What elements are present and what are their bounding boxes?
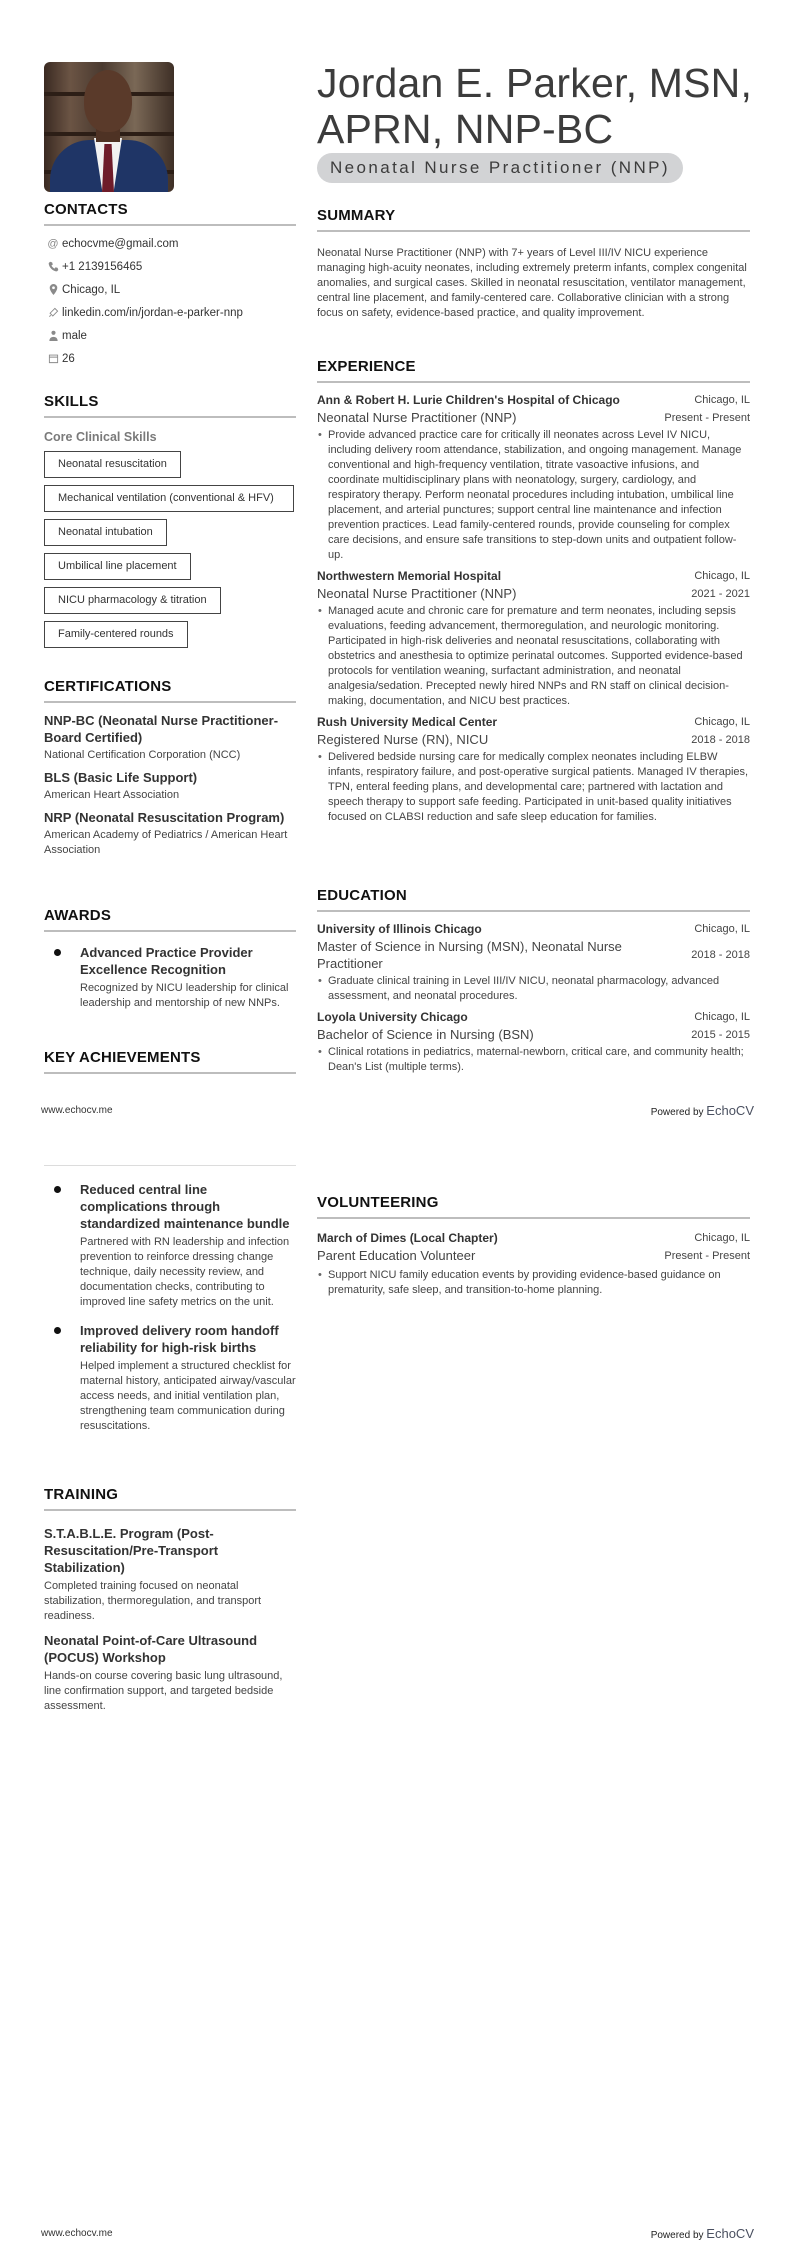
section-heading: KEY ACHIEVEMENTS [44, 1049, 201, 1066]
education-description: • Graduate clinical training in Level III/IV NICU, neonatal pharmacology, advanced assessment, and neonatal procedures. [317, 974, 750, 1004]
powered-by[interactable] [651, 1103, 754, 1118]
volunteering-section [317, 1194, 750, 1298]
divider [317, 230, 750, 232]
education-dates: 2015 - 2015 [691, 1028, 750, 1041]
degree: Master of Science in Nursing (MSN), Neonatal Nurse Practitioner [317, 939, 622, 971]
skill-tag: Umbilical line placement [44, 553, 191, 580]
contact-gender [44, 324, 296, 347]
section-heading: AWARDS [44, 907, 112, 924]
achievement-title: Reduced central line complications through standardized maintenance bundle [80, 1182, 290, 1231]
divider [44, 701, 296, 703]
contact-phone[interactable] [44, 255, 296, 278]
section-heading: EDUCATION [317, 887, 407, 904]
experience-entry [317, 393, 750, 563]
at-icon: @ [47, 237, 59, 250]
key-achievements-continued [44, 1181, 296, 1434]
contact-text: male [62, 329, 87, 342]
job-description: • Provide advanced practice care for critically ill neonates across Level IV NICU, including delivery room attendance, stabilization, and ongoing management. Manage conventional and high-frequency ventilation, titrate vasoactive infusions, and coordinate multidisciplinary plans with neonatology, surgery, cardiology, and respiratory therapy. Perform neonatal procedures including intubation, umbilical line placement, and arterial punctures; support central line maintenance and infection prevention practices. Lead family-centered rounds, provide counseling for complex care decisions, and ensure safe transitions to step-down units and outpatient follow-up. [317, 428, 750, 563]
employer-name: Rush University Medical Center [317, 715, 498, 729]
section-heading: VOLUNTEERING [317, 1194, 439, 1211]
person-icon [44, 330, 62, 341]
organization-name: March of Dimes (Local Chapter) [317, 1231, 498, 1245]
education-section [317, 887, 750, 1075]
award-description: Recognized by NICU leadership for clinical leadership and mentorship of new NNPs. [80, 982, 289, 1009]
divider [317, 1217, 750, 1219]
calendar-icon [44, 353, 62, 364]
award-title: Advanced Practice Provider Excellence Recognition [80, 945, 253, 977]
skill-tag: Neonatal resuscitation [44, 451, 181, 478]
volunteering-entry [317, 1231, 750, 1298]
achievement-item [44, 1322, 296, 1434]
bullet-icon [54, 1327, 61, 1334]
employer-name: Ann & Robert H. Lurie Children's Hospital of Chicago [317, 393, 620, 407]
skill-tag: Neonatal intubation [44, 519, 167, 546]
certification-title: NNP-BC (Neonatal Nurse Practitioner-Board Certified) [44, 713, 279, 745]
achievement-item [44, 1181, 296, 1310]
contact-location [44, 278, 296, 301]
job-description: • Managed acute and chronic care for premature and term neonates, including sepsis evaluations, feeding advancement, thermoregulation, and neurologic monitoring. Participated in high-risk deliveries and neonatal resuscitations, collaborating with obstetrics and anesthesia to optimize perinatal outcomes. Supported evidence-based protocols for ventilation weaning, surfactant administration, and neonatal analgesia/sedation. Precepted newly hired NNPs and RN staff on clinical decision-making, documentation, and NICU best practices. [317, 604, 750, 709]
summary-text: Neonatal Nurse Practitioner (NNP) with 7+ years of Level III/IV NICU experience managing high-acuity neonates, including extremely preterm infants, complex congenital anomalies, and surgical cases. Skilled in neonatal resuscitation, ventilator management, central line placement, and family-centered care. Collaborative clinician with a strong focus on safety, evidence-based practice, and quality improvement. [317, 247, 747, 319]
divider [44, 1072, 296, 1074]
section-heading: SUMMARY [317, 207, 396, 224]
bullet-icon [54, 1186, 61, 1193]
divider [44, 416, 296, 418]
school-name: University of Illinois Chicago [317, 922, 482, 936]
certification-issuer: American Academy of Pediatrics / American Heart Association [44, 829, 288, 856]
education-dates: 2018 - 2018 [691, 949, 750, 961]
training-description: Hands-on course covering basic lung ultrasound, line confirmation support, and targeted bedside assessment. [44, 1670, 283, 1712]
training-section [44, 1486, 296, 1714]
volunteer-description: • Support NICU family education events by providing evidence-based guidance on prematurity, safe sleep, and transition-to-home planning. [317, 1268, 750, 1298]
brand-name: EchoCV [706, 2226, 754, 2241]
certification-title: NRP (Neonatal Resuscitation Program) [44, 810, 285, 825]
job-title-badge: Neonatal Nurse Practitioner (NNP) [317, 153, 683, 183]
key-achievements-section [44, 1049, 296, 1074]
education-description: • Clinical rotations in pediatrics, maternal-newborn, critical care, and community health; Dean's List (multiple terms). [317, 1045, 750, 1075]
achievement-description: Helped implement a structured checklist for maternal history, anticipated airway/vascular access needs, and initial ventilation plan, strengthening team communication during resuscitations. [80, 1360, 296, 1432]
skill-tag: Family-centered rounds [44, 621, 188, 648]
employer-location: Chicago, IL [694, 394, 750, 406]
degree: Bachelor of Science in Nursing (BSN) [317, 1027, 534, 1042]
school-location: Chicago, IL [694, 923, 750, 935]
location-pin-icon [44, 284, 62, 295]
divider [44, 930, 296, 932]
section-heading: TRAINING [44, 1486, 119, 1503]
contact-text: 26 [62, 352, 75, 365]
employer-name: Northwestern Memorial Hospital [317, 569, 502, 583]
contact-text: Chicago, IL [62, 283, 121, 296]
training-title: Neonatal Point-of-Care Ultrasound (POCUS) Workshop [44, 1633, 258, 1665]
contact-text: echocvme@gmail.com [62, 237, 179, 250]
skill-tag: NICU pharmacology & titration [44, 587, 221, 614]
certification-issuer: American Heart Association [44, 789, 180, 801]
job-dates: 2018 - 2018 [691, 733, 750, 746]
award-item [44, 944, 296, 1011]
job-dates: 2021 - 2021 [691, 587, 750, 600]
contact-age [44, 347, 296, 370]
volunteer-role: Parent Education Volunteer [317, 1248, 476, 1263]
powered-by-label: Powered by [650, 1107, 704, 1118]
school-name: Loyola University Chicago [317, 1010, 468, 1024]
powered-by-label: Powered by [650, 2230, 704, 2241]
employer-location: Chicago, IL [694, 716, 750, 728]
candidate-name: Jordan E. Parker, MSN, APRN, NNP-BC [317, 60, 753, 152]
organization-location: Chicago, IL [694, 1232, 750, 1244]
skill-group-title: Core Clinical Skills [44, 430, 157, 444]
website-link[interactable]: www.echocv.me [41, 1105, 113, 1116]
school-location: Chicago, IL [694, 1011, 750, 1023]
experience-section [317, 358, 750, 825]
certifications-section [44, 678, 296, 858]
divider [317, 381, 750, 383]
section-heading: CONTACTS [44, 201, 128, 218]
profile-photo [44, 62, 174, 192]
job-role: Registered Nurse (RN), NICU [317, 732, 489, 747]
experience-entry [317, 569, 750, 709]
phone-icon [44, 261, 62, 272]
section-heading: SKILLS [44, 393, 99, 410]
section-heading: EXPERIENCE [317, 358, 416, 375]
summary-section [317, 207, 750, 321]
divider [44, 224, 296, 226]
skill-tag: Mechanical ventilation (conventional & HFV) [44, 485, 294, 512]
contacts-section [44, 201, 296, 370]
divider [44, 1165, 296, 1166]
brand-name: EchoCV [706, 1103, 754, 1118]
training-description: Completed training focused on neonatal stabilization, thermoregulation, and transport readiness. [44, 1580, 262, 1622]
powered-by[interactable] [651, 2226, 754, 2241]
volunteer-dates: Present - Present [664, 1249, 750, 1262]
employer-location: Chicago, IL [694, 570, 750, 582]
job-role: Neonatal Nurse Practitioner (NNP) [317, 410, 517, 425]
skills-section [44, 393, 296, 648]
achievement-description: Partnered with RN leadership and infection prevention to reinforce dressing change technique, daily necessity review, and documentation checks, contributing to improved line safety metrics on the unit. [80, 1236, 290, 1308]
awards-section [44, 907, 296, 1011]
education-entry [317, 1010, 750, 1075]
job-dates: Present - Present [664, 411, 750, 424]
education-entry [317, 922, 750, 1004]
link-icon [44, 307, 62, 318]
achievement-title: Improved delivery room handoff reliability for high-risk births [80, 1323, 279, 1355]
job-description: • Delivered bedside nursing care for medically complex neonates including ELBW infants, respiratory failure, and post-operative surgical patients. Managed IV therapies, TPN, enteral feeding plans, and developmental care; partnered with lactation and speech therapy to support safe feeding. Participated in unit-based quality initiatives focused on CLABSI reduction and safe sleep education for families. [317, 750, 750, 825]
section-heading: CERTIFICATIONS [44, 678, 172, 695]
divider [317, 910, 750, 912]
certification-issuer: National Certification Corporation (NCC) [44, 749, 241, 761]
contact-text: +1 2139156465 [62, 260, 143, 273]
contact-text: linkedin.com/in/jordan-e-parker-nnp [62, 306, 243, 319]
website-link[interactable]: www.echocv.me [41, 2228, 113, 2239]
certification-title: BLS (Basic Life Support) [44, 770, 198, 785]
training-title: S.T.A.B.L.E. Program (Post-Resuscitation/Pre-Transport Stabilization) [44, 1526, 219, 1575]
divider [44, 1509, 296, 1511]
resume-page-2 [0, 1123, 794, 2246]
contact-email[interactable] [44, 232, 296, 255]
experience-entry [317, 715, 750, 825]
job-role: Neonatal Nurse Practitioner (NNP) [317, 586, 517, 601]
bullet-icon [54, 949, 61, 956]
contact-linkedin[interactable] [44, 301, 296, 324]
